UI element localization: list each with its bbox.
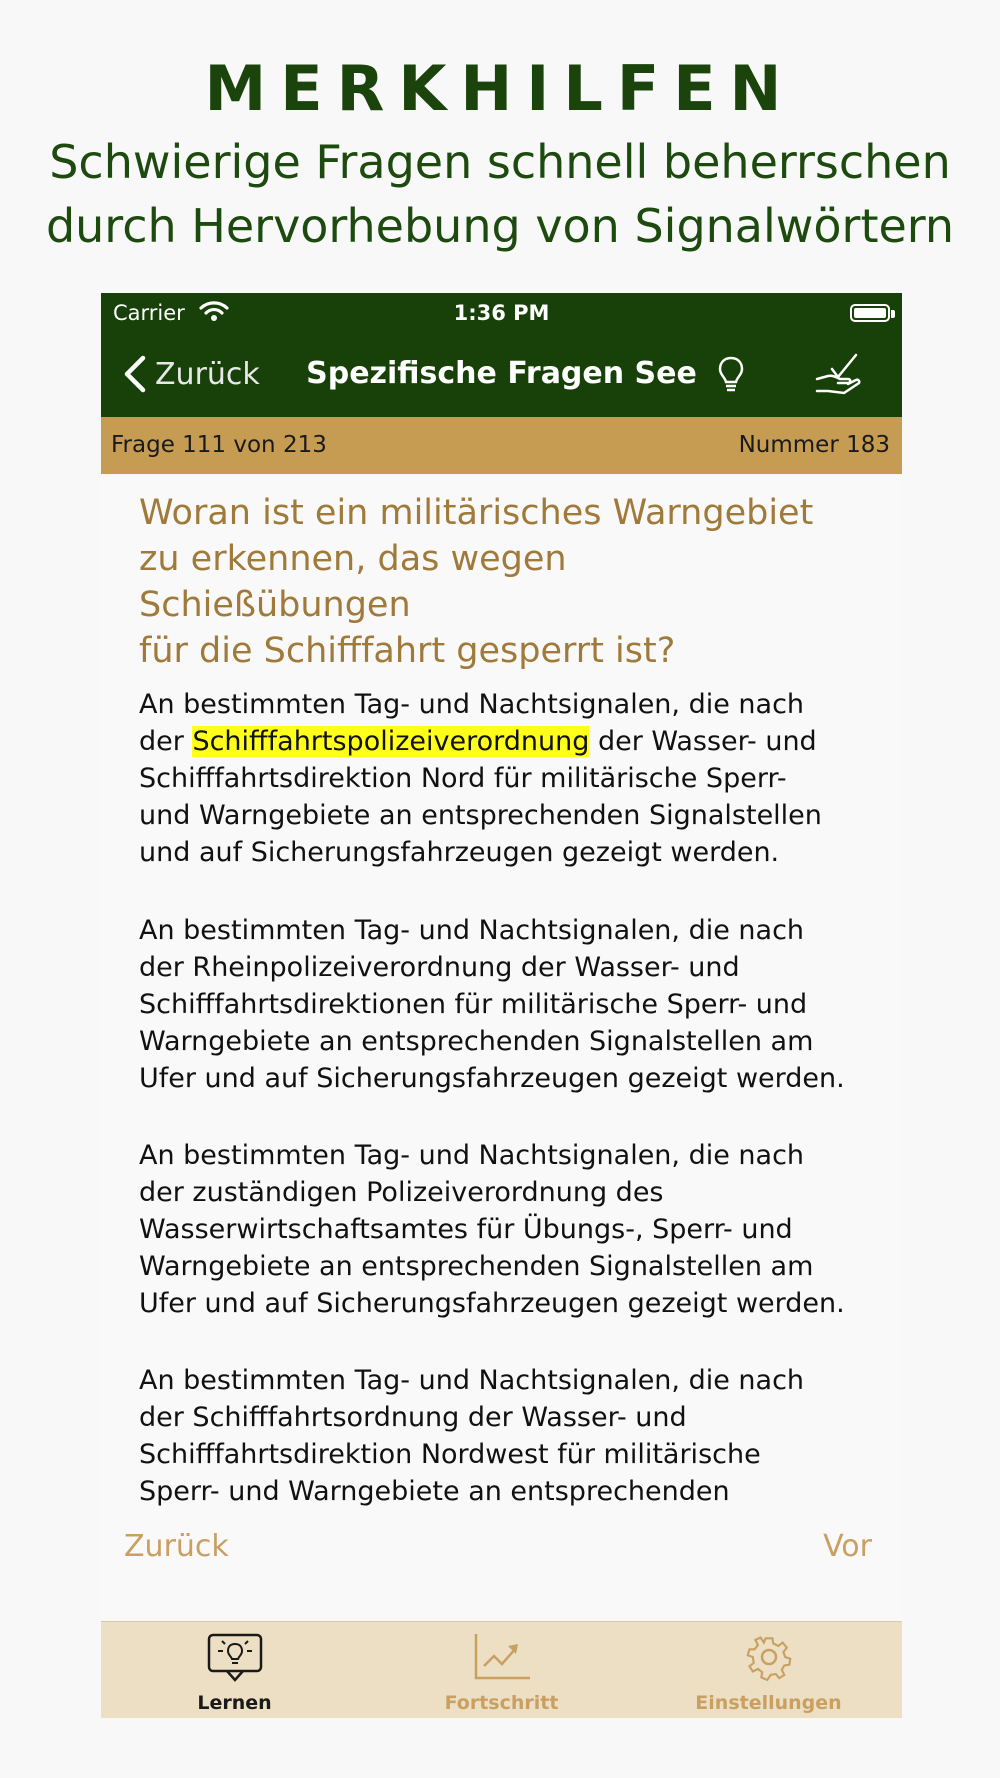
question-progress: Frage 111 von 213 [111,432,327,458]
answer-line: Sperr- und Warngebiete an entsprechenden [139,1476,730,1507]
question-text [139,490,849,674]
answer-option-2[interactable] [139,912,869,1097]
question-number: Nummer 183 [738,432,890,458]
answer-line [139,723,869,760]
promo-subtitle-line: Schwierige Fragen schnell beherrschen [49,135,951,189]
answer-line: der Rheinpolizeiverordnung der Wasser- und [139,952,740,983]
answer-line: Warngebiete an entsprechenden Signalstellen am [139,1251,814,1282]
carrier-label: Carrier [113,301,185,325]
tab-bar [101,1621,902,1718]
answer-line: Wasserwirtschaftsamtes für Übungs-, Sperr- und [139,1214,793,1245]
answer-line: Schifffahrtsdirektionen für militärische Sperr- und [139,989,808,1020]
answer-option-4[interactable] [139,1362,869,1507]
lightbulb-icon[interactable] [716,353,746,397]
answer-line: An bestimmten Tag- und Nachtsignalen, die nach [139,1365,805,1396]
answer-line: An bestimmten Tag- und Nachtsignalen, die nach [139,1140,805,1171]
answer-line: Ufer und auf Sicherungsfahrzeugen gezeigt werden. [139,1288,845,1319]
answer-text: der Wasser- und [589,726,817,757]
back-button-label: Zurück [155,356,260,392]
hand-check-icon[interactable] [814,351,862,397]
answer-line: Ufer und auf Sicherungsfahrzeugen gezeigt werden. [139,1063,845,1094]
answer-line: der Schifffahrtsordnung der Wasser- und [139,1402,687,1433]
answer-line: Warngebiete an entsprechenden Signalstellen am [139,1026,814,1057]
gear-icon [741,1632,797,1682]
answer-line: und auf Sicherungsfahrzeugen gezeigt werden. [139,837,780,868]
answer-line: Schifffahrtsdirektion Nordwest für militärische [139,1439,761,1470]
nav-title: Spezifische Fragen See [306,356,697,391]
highlighted-signal-word: Schifffahrtspolizeiverordnung [192,726,590,757]
question-line: zu erkennen, das wegen Schießübungen [139,539,567,625]
tab-lernen[interactable] [101,1622,368,1718]
promo-title: MERKHILFEN [204,52,796,125]
previous-question-button[interactable]: Zurück [124,1529,229,1564]
promo-subtitle [0,130,1000,258]
phone-screen [101,293,902,1718]
tab-label: Lernen [197,1692,272,1714]
status-bar [101,293,902,333]
question-content [101,474,902,1507]
answer-option-3[interactable] [139,1137,869,1322]
tab-fortschritt[interactable] [368,1622,635,1718]
answer-line: An bestimmten Tag- und Nachtsignalen, die nach [139,689,805,720]
lightbulb-board-icon [207,1632,263,1682]
battery-icon [850,304,890,322]
tab-einstellungen[interactable] [635,1622,902,1718]
chart-icon [474,1632,530,1682]
tab-label: Einstellungen [695,1692,842,1714]
battery-nub [891,310,895,318]
answer-line: An bestimmten Tag- und Nachtsignalen, die nach [139,915,805,946]
question-line: Woran ist ein militärisches Warngebiet [139,493,814,533]
tab-label: Fortschritt [444,1692,559,1714]
status-time: 1:36 PM [453,301,550,325]
answer-line: der zuständigen Polizeiverordnung des [139,1177,664,1208]
question-line: für die Schifffahrt gesperrt ist? [139,631,676,671]
question-navigation [101,1507,902,1597]
next-question-button[interactable]: Vor [823,1529,872,1564]
answer-text: der [139,726,193,757]
answer-option-1[interactable] [139,686,869,871]
navigation-bar [101,333,902,417]
answer-line: Schifffahrtsdirektion Nord für militärische Sperr- [139,763,787,794]
answer-line: und Warngebiete an entsprechenden Signalstellen [139,800,822,831]
promo-subtitle-line: durch Hervorhebung von Signalwörtern [45,199,955,253]
question-info-bar [101,417,902,474]
